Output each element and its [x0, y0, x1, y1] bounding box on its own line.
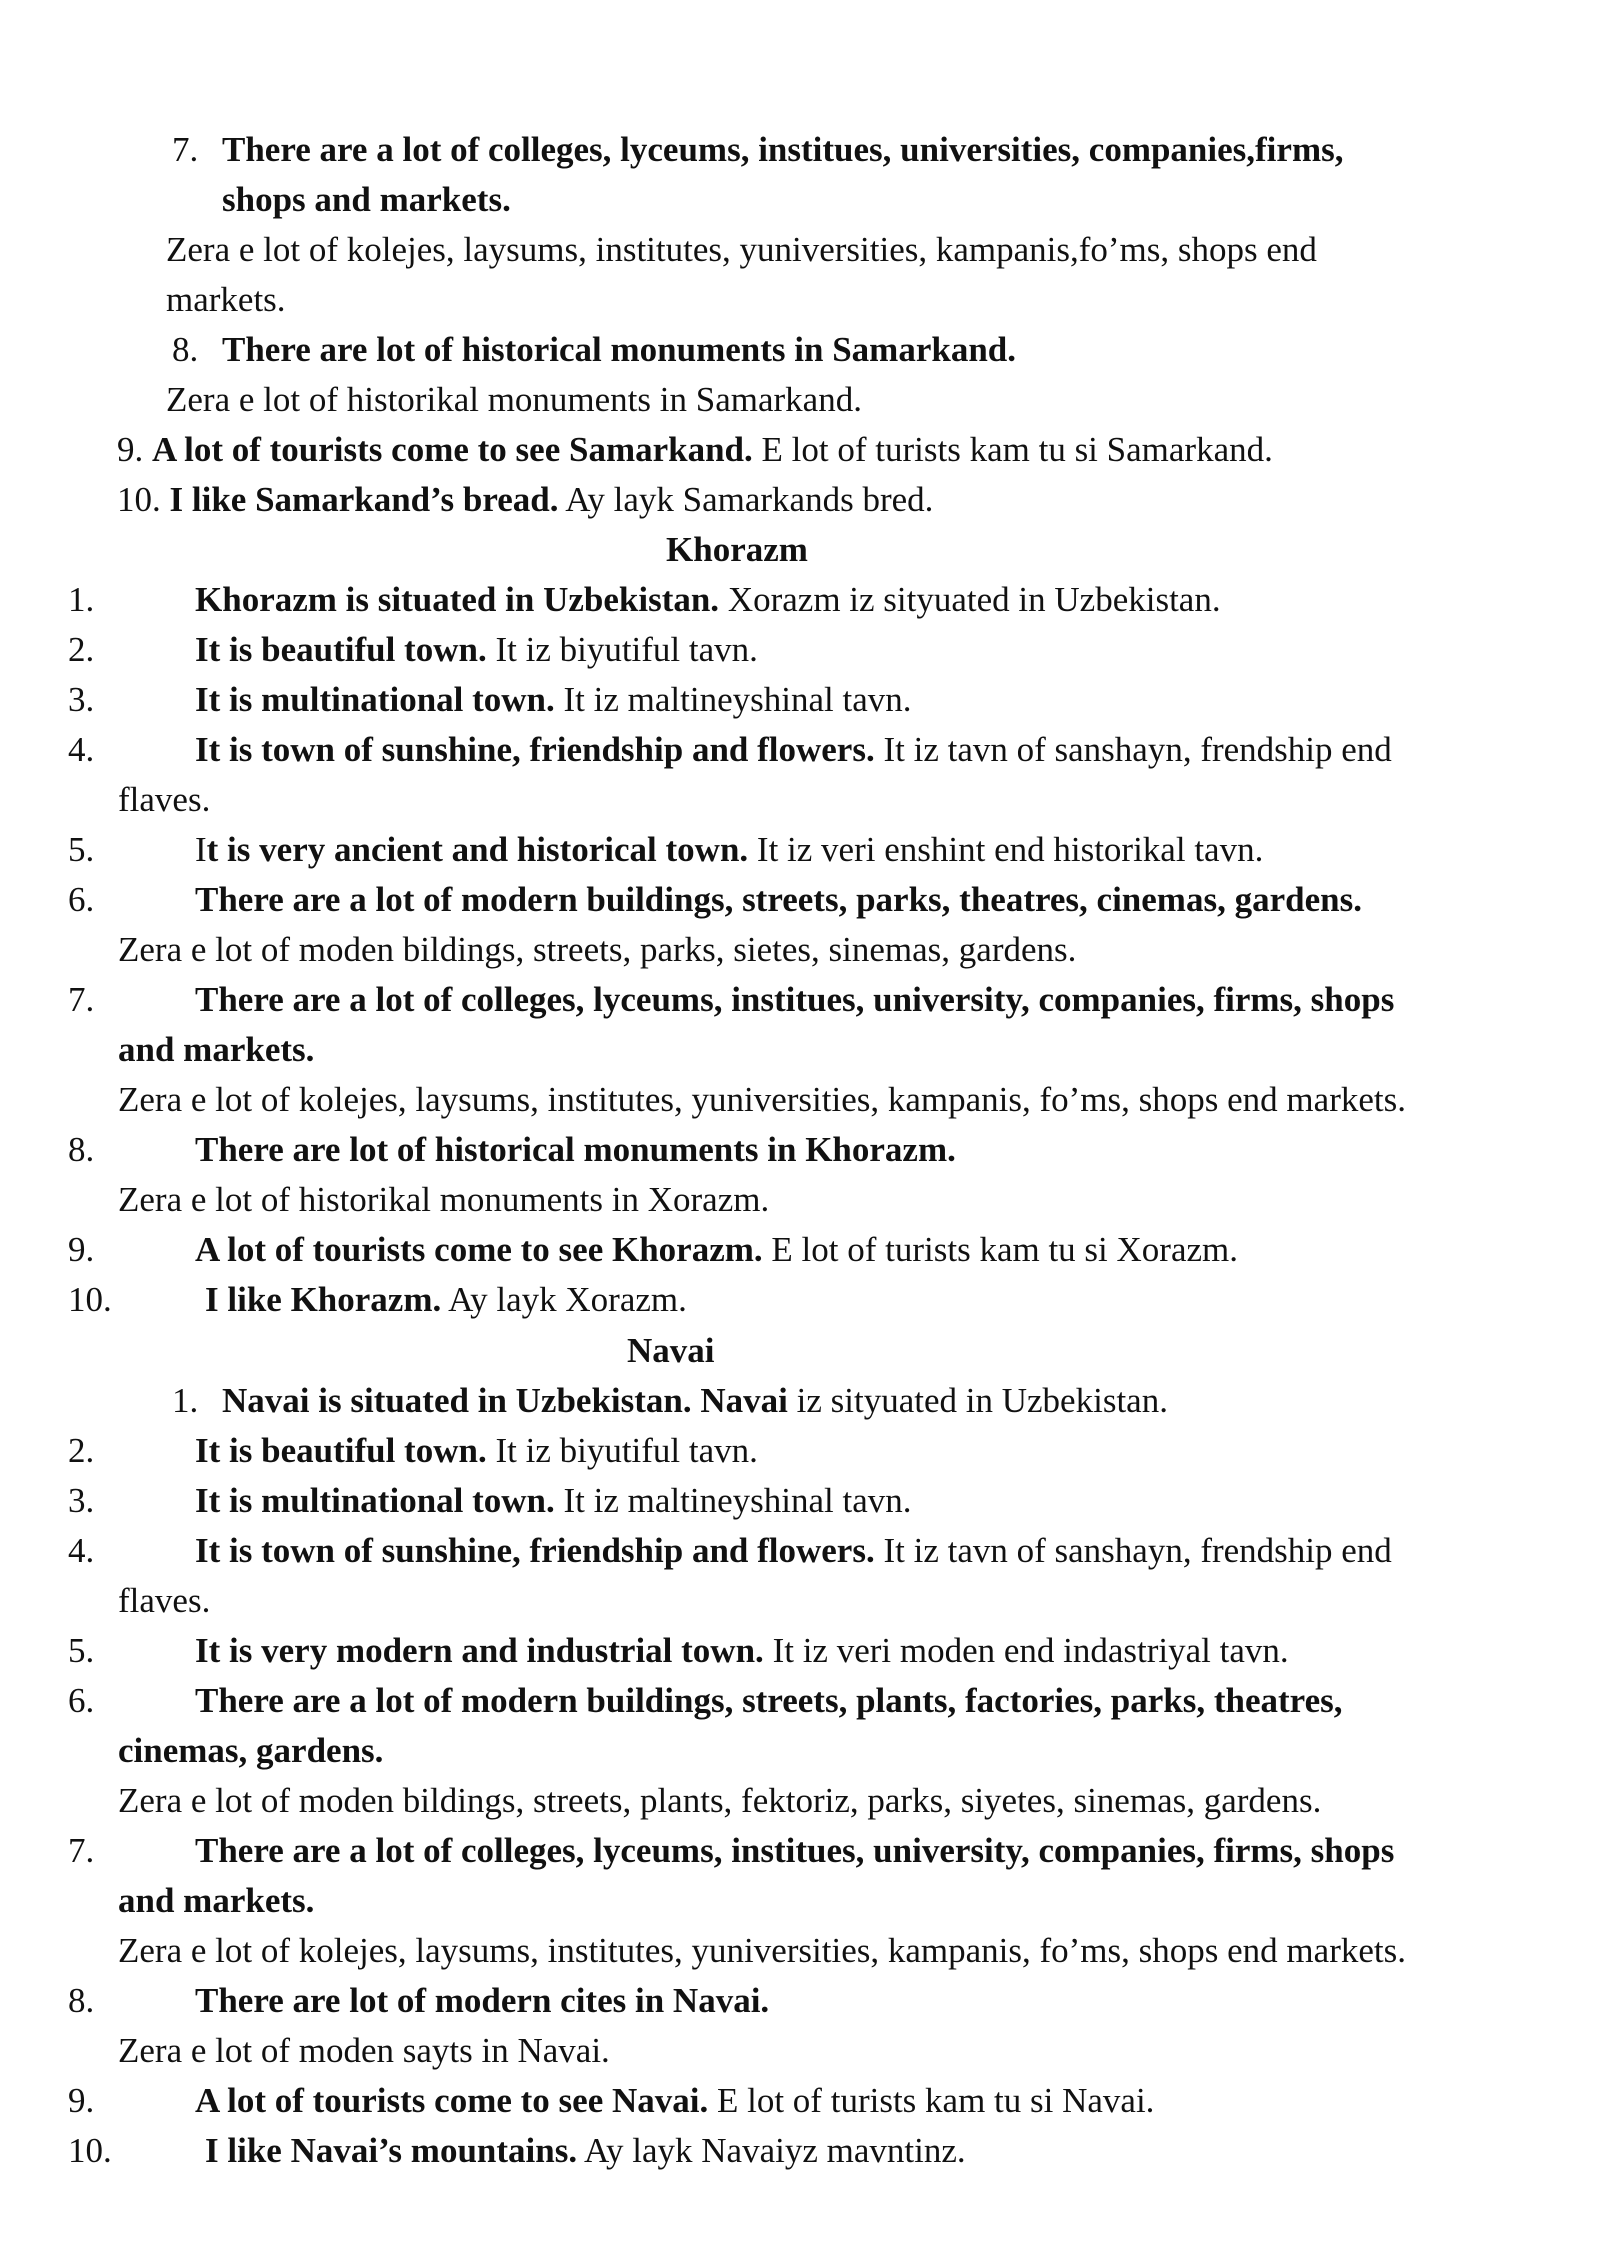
list-item: [195, 2076, 1154, 2126]
sentence-bold: There are lot of historical monuments in Samarkand.: [222, 330, 1016, 369]
sentence-bold: Khorazm is situated in Uzbekistan.: [195, 580, 720, 619]
sentence-bold: It is beautiful town.: [195, 630, 487, 669]
list-number: 2.: [68, 630, 95, 669]
transcription: E lot of turists kam tu si Xorazm.: [771, 1230, 1238, 1269]
list-item: [195, 1426, 758, 1476]
sentence-bold: It is beautiful town.: [195, 1431, 487, 1470]
list-number: 9.: [68, 2081, 95, 2120]
list-item: [195, 1526, 1392, 1576]
transcription: Zera e lot of moden sayts in Navai.: [118, 2031, 610, 2070]
list-item: [205, 2126, 966, 2176]
list-number: 8.: [68, 1130, 95, 1169]
sentence-bold: and markets.: [118, 1030, 315, 1069]
transcription: markets.: [166, 280, 286, 319]
list-number: 8.: [68, 1981, 95, 2020]
transcription: Zera e lot of moden bildings, streets, parks, sietes, sinemas, gardens.: [118, 930, 1077, 969]
sentence-bold: I like Khorazm.: [205, 1280, 442, 1319]
list-number: 6.: [68, 880, 95, 919]
transcription: E lot of turists kam tu si Navai.: [716, 2081, 1155, 2120]
sentence-bold: It is town of sunshine, friendship and flowers.: [195, 1531, 875, 1570]
transcription: It iz biyutiful tavn.: [495, 630, 758, 669]
list-number: 4.: [68, 730, 95, 769]
sentence-bold: It is town of sunshine, friendship and flowers.: [195, 730, 875, 769]
transcription: Ay layk Navaiyz mavntinz.: [583, 2131, 966, 2170]
list-item: [195, 1225, 1238, 1275]
list-number: 7.: [68, 980, 95, 1019]
list-number: 10.: [68, 2131, 112, 2170]
list-number: 3.: [68, 680, 95, 719]
list-number: 6.: [68, 1681, 95, 1720]
sentence-bold: and markets.: [118, 1881, 315, 1920]
list-item: [195, 675, 912, 725]
list-item: [117, 475, 933, 525]
transcription: iz sityuated in Uzbekistan.: [796, 1381, 1168, 1420]
transcription: It iz veri enshint end historikal tavn.: [756, 830, 1264, 869]
section-heading-navai: Navai: [627, 1331, 715, 1370]
list-item: [205, 1275, 687, 1325]
sentence-bold: t is very ancient and historical town.: [206, 830, 749, 869]
list-item: [195, 825, 1263, 875]
sentence-bold: There are lot of modern cites in Navai.: [195, 1981, 770, 2020]
transcription: It iz veri moden end indastriyal tavn.: [772, 1631, 1289, 1670]
sentence-bold: A lot of tourists come to see Samarkand.: [152, 430, 753, 469]
list-number: 10.: [117, 480, 161, 519]
section-heading-khorazm: Khorazm: [666, 530, 808, 569]
transcription: It iz tavn of sanshayn, frendship end: [883, 730, 1392, 769]
transcription: It iz biyutiful tavn.: [495, 1431, 758, 1470]
sentence-bold: There are a lot of modern buildings, streets, parks, theatres, cinemas, gardens.: [195, 880, 1362, 919]
sentence-bold: There are a lot of modern buildings, streets, plants, factories, parks, theatres,: [195, 1681, 1343, 1720]
list-item: [195, 625, 758, 675]
list-number: 9.: [117, 430, 144, 469]
list-number: 7.: [68, 1831, 95, 1870]
transcription: Zera e lot of moden bildings, streets, plants, fektoriz, parks, siyetes, sinemas, gardens.: [118, 1781, 1322, 1820]
transcription: Ay layk Xorazm.: [448, 1280, 687, 1319]
transcription: Xorazm iz sityuated in Uzbekistan.: [727, 580, 1221, 619]
list-item: [195, 575, 1221, 625]
list-number: 5.: [68, 830, 95, 869]
sentence-bold: There are a lot of colleges, lyceums, institues, university, companies, firms, shops: [195, 1831, 1395, 1870]
sentence-bold: There are a lot of colleges, lyceums, institues, universities, companies,firms,: [222, 130, 1344, 169]
sentence-bold: It is multinational town.: [195, 680, 555, 719]
sentence-bold: There are lot of historical monuments in Khorazm.: [195, 1130, 956, 1169]
transcription: Zera e lot of historikal monuments in Samarkand.: [166, 380, 862, 419]
sentence-bold: It is very modern and industrial town.: [195, 1631, 764, 1670]
sentence-initial: I: [195, 830, 207, 869]
transcription: E lot of turists kam tu si Samarkand.: [761, 430, 1273, 469]
list-item: [222, 1376, 1168, 1426]
list-number: 8.: [172, 330, 199, 369]
list-item: [195, 1626, 1289, 1676]
list-number: 1.: [172, 1381, 199, 1420]
transcription: Zera e lot of kolejes, laysums, institutes, yuniversities, kampanis, fo’ms, shops end markets.: [118, 1080, 1406, 1119]
transcription: flaves.: [118, 780, 211, 819]
list-number: 7.: [172, 130, 199, 169]
transcription: It iz maltineyshinal tavn.: [563, 1481, 912, 1520]
sentence-bold: It is multinational town.: [195, 1481, 555, 1520]
transcription: Zera e lot of historikal monuments in Xorazm.: [118, 1180, 770, 1219]
transcription: Ay layk Samarkands bred.: [565, 480, 934, 519]
sentence-bold: There are a lot of colleges, lyceums, institues, university, companies, firms, shops: [195, 980, 1395, 1019]
list-number: 10.: [68, 1280, 112, 1319]
sentence-bold: A lot of tourists come to see Navai.: [195, 2081, 709, 2120]
sentence-bold: Navai is situated in Uzbekistan. Navai: [222, 1381, 788, 1420]
sentence-bold: I like Samarkand’s bread.: [169, 480, 559, 519]
sentence-bold: A lot of tourists come to see Khorazm.: [195, 1230, 763, 1269]
transcription: Zera e lot of kolejes, laysums, institutes, yuniversities, kampanis,fo’ms, shops end: [166, 230, 1317, 269]
list-item: [195, 1476, 912, 1526]
list-item: [195, 725, 1392, 775]
list-number: 4.: [68, 1531, 95, 1570]
transcription: flaves.: [118, 1581, 211, 1620]
sentence-bold: I like Navai’s mountains.: [205, 2131, 578, 2170]
transcription: Zera e lot of kolejes, laysums, institutes, yuniversities, kampanis, fo’ms, shops end markets.: [118, 1931, 1406, 1970]
list-number: 3.: [68, 1481, 95, 1520]
list-number: 9.: [68, 1230, 95, 1269]
transcription: It iz maltineyshinal tavn.: [563, 680, 912, 719]
list-number: 5.: [68, 1631, 95, 1670]
list-number: 1.: [68, 580, 95, 619]
sentence-bold: cinemas, gardens.: [118, 1731, 384, 1770]
list-item: [117, 425, 1273, 475]
list-number: 2.: [68, 1431, 95, 1470]
transcription: It iz tavn of sanshayn, frendship end: [883, 1531, 1392, 1570]
sentence-bold: shops and markets.: [222, 180, 511, 219]
